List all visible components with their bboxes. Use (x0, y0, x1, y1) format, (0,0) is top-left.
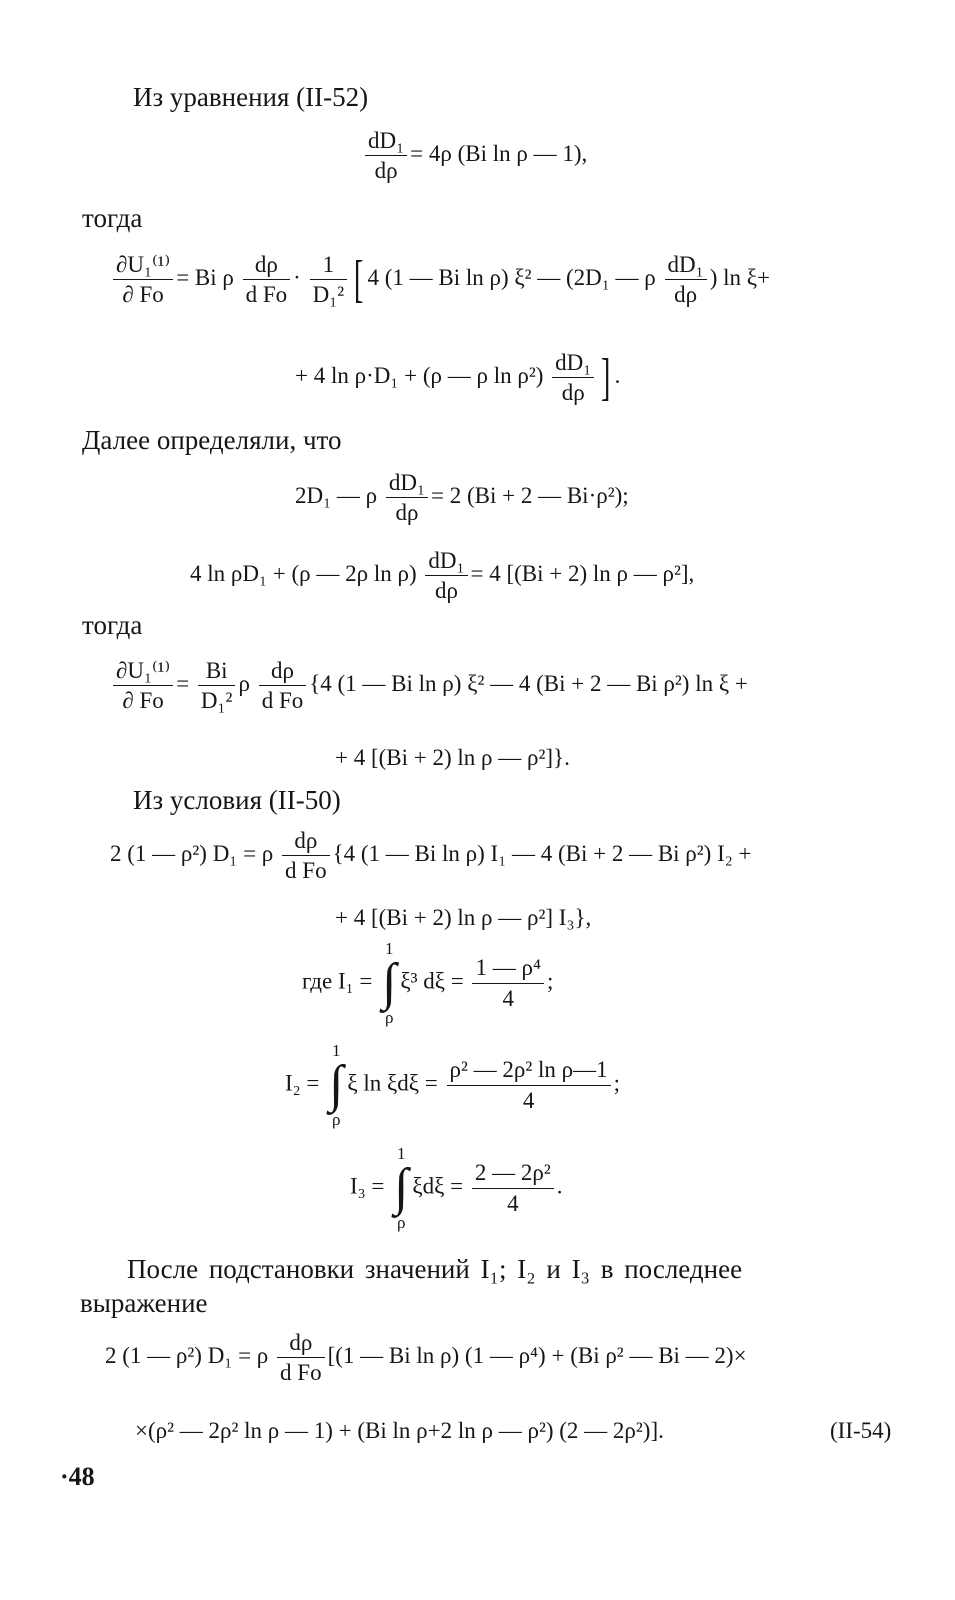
intro-text-4a: После подстановки значений I₁; I₂ и I₃ в последнее (127, 1254, 743, 1284)
fraction (282, 828, 330, 884)
numerator: dρ (277, 1330, 325, 1358)
eq-text: ; (613, 1070, 621, 1096)
eq-text: = (176, 671, 190, 697)
numerator: Bi (198, 658, 236, 686)
numerator: dD₁ (665, 252, 707, 280)
equation-6-continued: + 4 [(Bi + 2) ln ρ — ρ²] I₃}, (335, 905, 592, 930)
lower-limit: ρ (332, 1110, 341, 1129)
eq-text: {4 (1 — Bi ln ρ) I₁ — 4 (Bi + 2 — Bi ρ²) I₂ + (332, 841, 752, 867)
denominator: dρ (374, 158, 398, 184)
equation-5-continued: + 4 [(Bi + 2) ln ρ — ρ²]}. (335, 745, 570, 770)
bracket-close: ] (601, 348, 611, 406)
equation-3 (295, 470, 629, 526)
fraction (665, 252, 707, 308)
denominator: 4 (507, 1190, 519, 1216)
fraction (552, 350, 594, 406)
upper-limit: 1 (397, 1144, 406, 1163)
integral-i1 (302, 940, 553, 1026)
fraction (243, 252, 291, 308)
equation-label: (II-54) (830, 1418, 892, 1443)
denominator: 4 (522, 1087, 535, 1113)
bracket-open: [ (354, 250, 364, 308)
fraction (259, 658, 307, 714)
equation-2-continued (295, 350, 620, 406)
numerator: ρ² — 2ρ² ln ρ—1 (447, 1057, 611, 1085)
upper-limit: 1 (332, 1041, 341, 1060)
numerator: dD₁ (386, 470, 428, 498)
eq-text: где I₁ = (302, 968, 373, 994)
eq-text: ρ (238, 671, 250, 697)
denominator: d Fo (285, 858, 327, 884)
equation-7-continued: ×(ρ² — 2ρ² ln ρ — 1) + (Bi ln ρ+2 ln ρ — ρ²) (2 — 2ρ²)]. (135, 1418, 664, 1443)
fraction (472, 1160, 554, 1216)
numerator: dD₁ (552, 350, 594, 378)
eq-text: 2D₁ — ρ (295, 483, 378, 509)
eq-text: I₃ = (350, 1173, 385, 1199)
denominator: D₁² (312, 282, 345, 308)
lower-limit: ρ (397, 1213, 406, 1232)
eq-text: = Bi ρ (176, 265, 234, 291)
fraction (365, 128, 407, 184)
fraction (310, 252, 348, 308)
eq-text: I₂ = (285, 1070, 320, 1096)
eq-text: . (556, 1173, 563, 1199)
equation-1 (362, 128, 587, 184)
integral-sign (329, 1042, 343, 1128)
fraction (113, 252, 173, 308)
eq-text: 4 ln ρD₁ + (ρ — 2ρ ln ρ) (190, 561, 417, 587)
numerator: dD₁ (365, 128, 407, 156)
eq-text: + 4 ln ρ·D₁ + (ρ — ρ ln ρ²) (295, 363, 544, 389)
integral-i3 (350, 1145, 563, 1231)
numerator: ∂U₁⁽¹⁾ (113, 658, 173, 686)
equation-4 (190, 548, 694, 604)
eq-text: [(1 — Bi ln ρ) (1 — ρ⁴) + (Bi ρ² — Bi — 2)× (327, 1343, 747, 1369)
denominator: ∂ Fo (122, 282, 164, 308)
denominator: d Fo (261, 688, 304, 714)
denominator: dρ (434, 578, 458, 604)
numerator: dD₁ (425, 548, 467, 576)
equation-6 (110, 828, 752, 884)
integral-sign (394, 1145, 408, 1231)
denominator: dρ (561, 380, 585, 406)
eq-text: {4 (1 — Bi ln ρ) ξ² — 4 (Bi + 2 — Bi ρ²) ln ξ + (309, 671, 748, 697)
eq-text: ; (546, 968, 554, 994)
eq-text: 4 (1 — Bi ln ρ) ξ² — (2D₁ — ρ (367, 265, 656, 291)
equation-7 (105, 1330, 747, 1386)
numerator: dρ (243, 252, 291, 280)
fraction (472, 955, 544, 1011)
denominator: d Fo (280, 1360, 322, 1386)
denominator: 4 (502, 985, 514, 1011)
eq-text: 2 (1 — ρ²) D₁ = ρ (105, 1343, 269, 1369)
eq-text: · (293, 265, 301, 291)
page-number: ·48 (60, 1462, 95, 1491)
word-then-1: тогда (82, 203, 143, 233)
integral-icon: ∫ (394, 1159, 409, 1216)
denominator: dρ (395, 500, 419, 526)
word-then-2: тогда (82, 610, 143, 640)
intro-text-2: Далее определяли, что (82, 425, 342, 455)
numerator: 2 — 2ρ² (472, 1160, 554, 1188)
fraction (447, 1057, 611, 1113)
eq-text: = 4 [(Bi + 2) ln ρ — ρ²], (470, 561, 695, 587)
intro-text-4b: выражение (80, 1288, 208, 1318)
eq-text: ξ ln ξdξ = (347, 1070, 438, 1096)
fraction (277, 1330, 325, 1386)
eq-text: 2 (1 — ρ²) D₁ = ρ (110, 841, 274, 867)
numerator: dρ (259, 658, 307, 686)
intro-text-3: Из условия (II-50) (133, 785, 341, 815)
equation-2 (110, 252, 770, 308)
eq-text: ξ³ dξ = (400, 968, 464, 994)
fraction (113, 658, 173, 714)
numerator: dρ (282, 828, 330, 856)
numerator: ∂U₁⁽¹⁾ (113, 252, 173, 280)
denominator: d Fo (245, 282, 288, 308)
denominator: D₁² (200, 688, 233, 714)
equation-5 (110, 658, 748, 714)
lower-limit: ρ (384, 1008, 394, 1027)
fraction (386, 470, 428, 526)
fraction (198, 658, 236, 714)
intro-text-1: Из уравнения (II-52) (133, 82, 369, 112)
integral-icon: ∫ (382, 954, 397, 1011)
integral-sign (382, 940, 396, 1026)
eq-text: ) ln ξ+ (709, 265, 770, 291)
integral-i2 (285, 1042, 620, 1128)
eq-text: . (614, 363, 621, 389)
integral-icon: ∫ (329, 1056, 344, 1113)
fraction (425, 548, 467, 604)
eq-text: ξdξ = (412, 1173, 464, 1199)
upper-limit: 1 (384, 939, 394, 958)
numerator: 1 (310, 252, 348, 280)
denominator: ∂ Fo (122, 688, 164, 714)
numerator: 1 — ρ⁴ (472, 955, 544, 983)
denominator: dρ (674, 282, 698, 308)
eq-text: = 4ρ (Bi ln ρ — 1), (410, 141, 588, 167)
eq-text: = 2 (Bi + 2 — Bi·ρ²); (431, 483, 629, 509)
